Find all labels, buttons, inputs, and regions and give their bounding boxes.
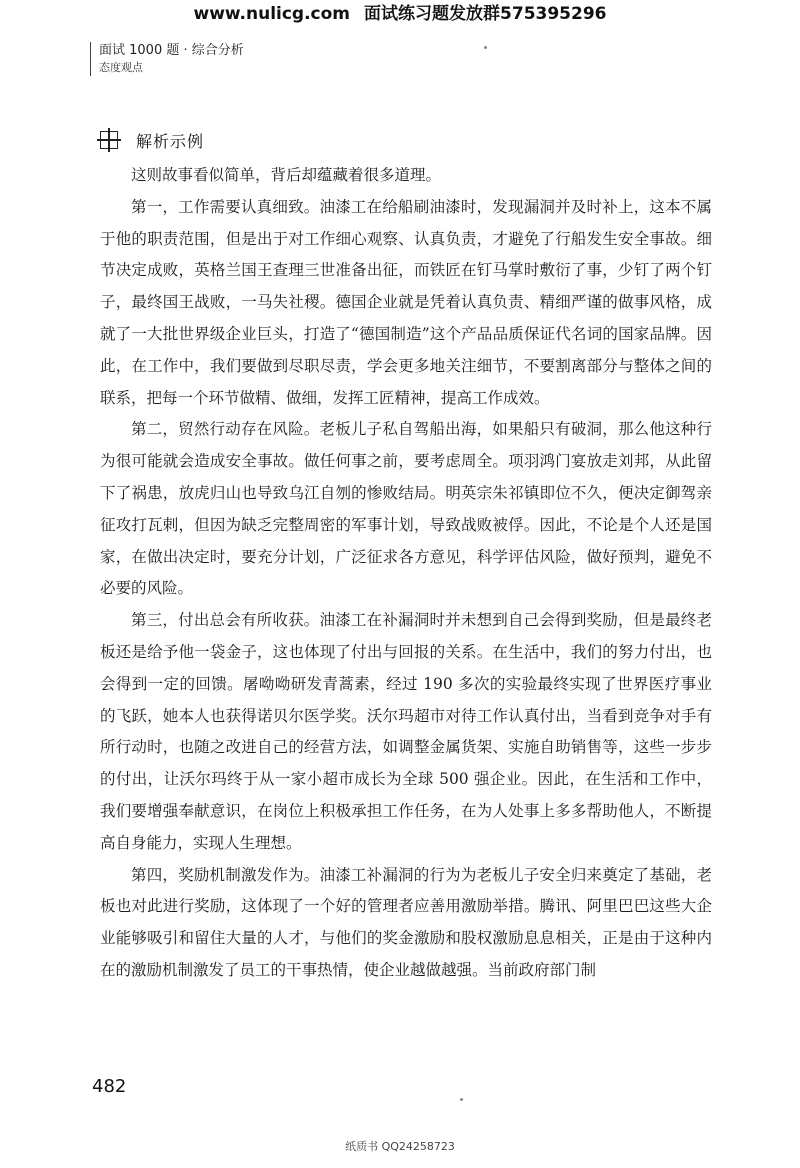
section-heading [100,126,204,154]
body-text [100,160,712,987]
grid-cross-icon [100,131,118,149]
running-head [90,42,244,76]
book-title: 面试 1000 题 · 综合分析 [99,43,244,58]
scan-speck [484,46,487,49]
paragraph-third: 第三，付出总会有所收获。油漆工在补漏洞时并未想到自己会得到奖励，但是最终老板还是给予他一袋金子，这也体现了付出与回报的关系。在生活中，我们的努力付出，也会得到一定的回馈。屠呦呦研发青蒿素，经过 190 多次的实验最终实现了世界医疗事业的飞跃，她本人也获得诺贝尔医学奖。沃尔玛超市对待工作认真付出，当看到竞争对手有所行动时，也随之改进自己的经营方法，如调整金属货架、实施自助销售等，这些一步步的付出，让沃尔玛终于从一家小超市成长为全球 500 强企业。因此，在生活和工作中，我们要增强奉献意识，在岗位上积极承担工作任务，在为人处事上多多帮助他人，不断提高自身能力，实现人生理想。 [100,611,712,852]
paragraph-second: 第二，贸然行动存在风险。老板儿子私自驾船出海，如果船只有破洞，那么他这种行为很可能就会造成安全事故。做任何事之前，要考虑周全。项羽鸿门宴放走刘邦，从此留下了祸患，放虎归山也导致乌江自刎的惨败结局。明英宗朱祁镇即位不久，便决定御驾亲征攻打瓦剌，但因为缺乏完整周密的军事计划，导致战败被俘。因此，不论是个人还是国家，在做出决定时，要充分计划，广泛征求各方意见，科学评估风险，做好预判，避免不必要的风险。 [100,420,712,598]
paragraph-fourth: 第四，奖励机制激发作为。油漆工补漏洞的行为为老板儿子安全归来奠定了基础，老板也对此进行奖励，这体现了一个好的管理者应善用激励举措。腾讯、阿里巴巴这些大企业能够吸引和留住大量的人才，与他们的奖金激励和股权激励息息相关，正是由于这种内在的激励机制激发了员工的干事热情，使企业越做越强。当前政府部门制 [100,865,712,979]
banner-url: www.nulicg.com [193,4,351,24]
footer-text: 纸质书 QQ24258723 [345,1140,455,1153]
top-banner [0,0,800,30]
scan-speck [460,1098,463,1101]
chapter-title: 态度观点 [99,61,143,74]
page-number: 482 [92,1076,127,1097]
section-title: 解析示例 [136,131,205,151]
banner-group-text: 面试练习题发放群575395296 [364,4,607,24]
paragraph-intro: 这则故事看似简单，背后却蕴藏着很多道理。 [131,166,442,184]
paragraph-first: 第一，工作需要认真细致。油漆工在给船刷油漆时，发现漏洞并及时补上，这本不属于他的职责范围，但是出于对工作细心观察、认真负责，才避免了行船发生安全事故。细节决定成败，英格兰国王查理三世准备出征，而铁匠在钉马掌时敷衍了事，少钉了两个钉子，最终国王战败，一马失社稷。德国企业就是凭着认真负责、精细严谨的做事风格，成就了一大批世界级企业巨头，打造了“德国制造”这个产品品质保证代名词的国家品牌。因此，在工作中，我们要做到尽职尽责，学会更多地关注细节，不要割离部分与整体之间的联系，把每一个环节做精、做细，发挥工匠精神，提高工作成效。 [100,197,712,407]
